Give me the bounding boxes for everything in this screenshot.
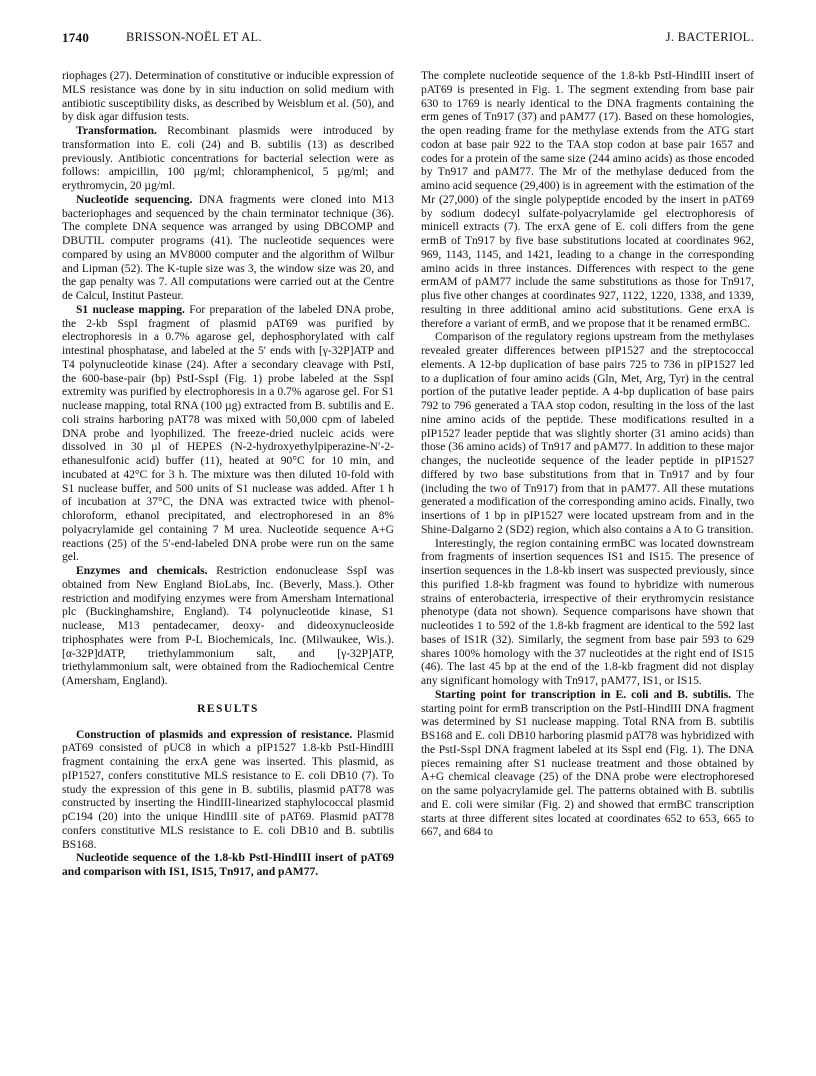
subsection-head-transformation: Transformation. (76, 125, 157, 137)
paragraph-regulatory-regions: Comparison of the regulatory regions upstream from the methylases revealed greater differences between pIP1527 and the streptococcal elements. A 12-bp duplication of base pairs 725 to 736 in pIP1527 led to a duplication of four amino acids (Gln, Met, Arg, Tyr) in the central portion of the putative leader peptide. A 4-bp duplication of base pairs 792 to 796 generated a TAA stop codon, resulting in the loss of the last nine amino acids of the peptide. These modifications resulted in a pIP1527 leader peptide that was slightly shorter (31 amino acids) than those (36 amino acids) of Tn917 and pAM77. In addition to these major changes, the nucleotide sequence of the leader peptide in pIP1527 differed by two base substitutions from that in Tn917 and by four (including the two of Tn917) from that in pAM77. All these mutations generated a modification of the corresponding amino acids. Finally, two insertions of 1 bp in pIP1527 were located upstream from and in the Shine-Dalgarno 2 (SD2) region, which also contains a A to G transition. (421, 331, 754, 536)
subsection-head-sequencing: Nucleotide sequencing. (76, 193, 193, 206)
paragraph-text: DNA fragments were cloned into M13 bacteriophages and sequenced by the chain terminator technique (36). The complete DNA sequence was arranged by using DBCOMP and DBUTIL computer programs (41). The nucleotide sequences were compared by using an MV8000 computer and the algorithm of Wilbur and Lipman (52). The K-tuple size was 3, the window size was 20, and the gap penalty was 7. All computations were carried out at the Centre de Calcul, Institut Pasteur. (62, 193, 394, 302)
section-heading-results: RESULTS (197, 702, 259, 715)
paragraph-text: Plasmid pAT69 consisted of pUC8 in which a pIP1527 1.8-kb PstI-HindIII fragment containing the erxA gene was inserted. This plasmid, as pIP1527, confers constitutive MLS resistance to E. coli DB10 (7). To study the expression of this gene in B. subtilis, plasmid pAT78 was constructed by inserting the HindIII-linearized staphylococcal plasmid pC194 (20) into the unique HindIII site of pAT69. Plasmid pAT78 confers constitutive MLS resistance to E. coli DB10 and B. subtilis BS168. (62, 728, 394, 851)
subsection-head-construction: Construction of plasmids and expression of resistance. (76, 728, 353, 741)
subsection-head-enzymes: Enzymes and chemicals. (76, 565, 208, 577)
running-header (62, 30, 754, 50)
paragraph-construction (62, 729, 394, 853)
paragraph-nucleotide-sequencing (62, 194, 394, 304)
right-column (421, 70, 754, 840)
paragraph-s1-mapping (62, 304, 394, 565)
paragraph-transcription-start (421, 689, 754, 840)
subsection-head-nucleotide-sequence: Nucleotide sequence of the 1.8-kb PstI-HindIII insert of pAT69 and comparison with IS1, IS15, Tn917, and pAM77. (62, 852, 394, 878)
paragraph-text: For preparation of the labeled DNA probe, the 2-kb SspI fragment of plasmid pAT69 was purified by electrophoresis in a 0.7% agarose gel, dephosphorylated with calf intestinal phosphatase, and labeled at the 5′ ends with [γ-32P]ATP and T4 polynucleotide kinase (24). After a secondary cleavage with PstI, the 600-base-pair (bp) PstI-SspI (Fig. 1) probe labeled at the SspI extremity was purified by electrophoresis in a 0.7% agarose gel. For S1 nuclease mapping, total RNA (100 µg) extracted from B. subtilis and E. coli strains harboring pAT78 was mixed with 50,000 cpm of labeled DNA probe and lyophilized. The freeze-dried nucleic acids were dissolved in 30 µl of HEPES (N-2-hydroxyethylpiperazine-N′-2-ethanesulfonic acid) buffer (11), heated at 90°C for 10 min, and incubated at 42°C for 3 h. The mixture was then diluted 10-fold with S1 nuclease buffer, and 500 units of S1 nuclease was added. After 1 h of incubation at 37°C, the DNA was extracted twice with phenol-chloroform, ethanol precipitated, and electrophoresed in an 8% polyacrylamide gel containing 7 M urea. Nucleotide sequence A+G reactions (25) of the 5′-end-labeled DNA probe were run on the same gel. (62, 303, 394, 564)
paragraph-insertion-sequences: Interestingly, the region containing ermBC was located downstream from fragments of insertion sequences IS1 and IS15. The presence of insertion sequences in the 1.8-kb insert was suspected previously, since this purified 1.8-kb fragment was found to hybridize with numerous strains of enterobacteria, irrespective of their erythromycin resistance phenotype (data not shown). Sequence comparisons have shown that nucleotides 1 to 592 of the 1.8-kb fragment are identical to the 592 last bases of IS1R (32). Similarly, the segment from base pair 593 to 629 shares 100% homology with the 37 nucleotides at the right end of IS15 (46). The last 45 bp at the end of the 1.8-kb fragment did not display any significant homology with Tn917, pAM77, IS1, or IS15. (421, 537, 754, 687)
running-authors: BRISSON-NOËL ET AL. (126, 30, 262, 44)
subsection-head-transcription: Starting point for transcription in E. coli and B. subtilis. (435, 688, 732, 701)
paragraph-sequence-description: The complete nucleotide sequence of the 1.8-kb PstI-HindIII insert of pAT69 is presented in Fig. 1. The segment extending from base pair 630 to 1769 is nearly identical to the DNA fragments containing the erm genes of Tn917 (37) and pAM77 (17). Based on these homologies, the open reading frame for the methylase extends from the ATG start codon at base pair 922 to the TAA stop codon at base pair 1657 and codes for a protein of the same size (244 amino acids) as those encoded by Tn917 and pAM77. The Mr of the methylase deduced from the amino acid sequence (29,400) is in agreement with the estimation of the Mr (27,000) of the single polypeptide encoded by the insert in pAT69 by sodium dodecyl sulfate-polyacrylamide gel electrophoresis of minicell extracts (7). The erxA gene of E. coli differs from the gene ermB of Tn917 by five base substitutions located at coordinates 962, 969, 1143, 1145, and 1421, leading to a change in the corresponding amino acids in three instances. Differences with respect to the gene ermAM of pAM77 include the same substitutions as those for Tn917, plus five other changes at coordinates 927, 1122, 1220, 1338, and 1339, resulting in three additional amino acid substitutions. Gene erxA is therefore a variant of ermB, and we propose that it be renamed ermBC. (421, 70, 754, 330)
paragraph-methods-continuation: riophages (27). Determination of constitutive or inducible expression of MLS resistance was done by in situ induction on solid medium with antibiotic susceptibility disks, as described by Weisblum et al. (50), and by disk agar diffusion tests. (62, 70, 394, 124)
paragraph-text: The starting point for ermB transcription on the PstI-HindIII DNA fragment was determined by S1 nuclease mapping. Total RNA from B. subtilis BS168 and E. coli DB10 harboring plasmid pAT78 was hybridized with the PstI-SspI DNA fragment labeled at its SspI end (Fig. 1). The DNA pieces remaining after S1 nuclease treatment and those obtained by A+G chemical cleavage (25) of the DNA probe were electrophoresed on the same polyacrylamide gel. The patterns obtained with B. subtilis and E. coli were similar (Fig. 2) and showed that ermBC transcription starts at three different sites located at coordinates 652 to 653, 665 to 667, and 684 to (421, 688, 754, 839)
paragraph-text: Recombinant plasmids were introduced by transformation into E. coli (24) and B. subtilis (13) as described previously. Antibiotic concentrations for bacterial selection were as follows: ampicillin, 100 µg/ml; chloramphenicol, 5 µg/ml; and erythromycin, 20 µg/ml. (62, 125, 394, 192)
subsection-head-s1: S1 nuclease mapping. (76, 303, 185, 316)
paragraph-text: Restriction endonuclease SspI was obtained from New England BioLabs, Inc. (Beverly, Mass.). Other restriction and modifying enzymes were from Amersham International plc (Buckinghamshire, England). T4 polynucleotide kinase, S1 nuclease, M13 pentadecamer, deoxy- and dideoxynucleoside triphosphates were from P-L Biochemicals, Inc. (Milwaukee, Wis.). [α-32P]dATP, triethylammonium salt, and [γ-32P]ATP, triethylammonium salt, were obtained from the Radiochemical Centre (Amersham, England). (62, 565, 394, 687)
left-column (62, 70, 394, 880)
paragraph-transformation (62, 125, 394, 194)
page-number: 1740 (62, 30, 90, 45)
journal-name: J. BACTERIOL. (665, 30, 754, 44)
paragraph-enzymes (62, 565, 394, 689)
